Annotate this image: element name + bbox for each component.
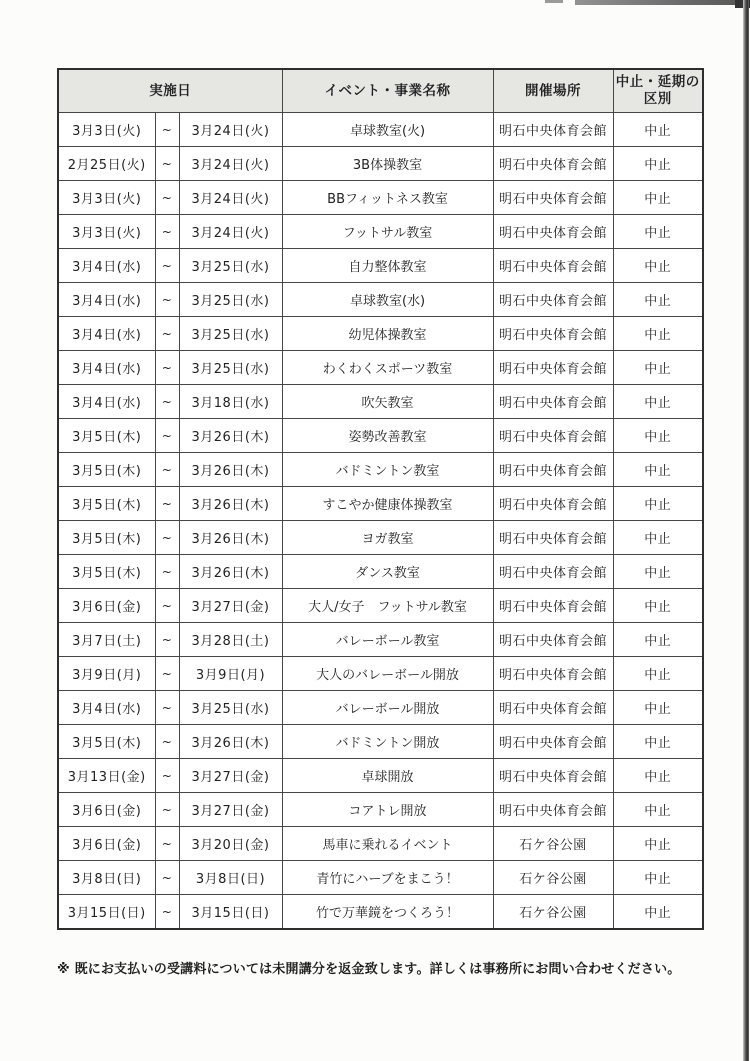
table-row xyxy=(58,317,703,351)
date-range-tilde: ~ xyxy=(155,453,179,487)
status-cell: 中止 xyxy=(613,385,703,419)
start-date-cell: 3月13日(金) xyxy=(58,759,155,793)
event-name-cell: コアトレ開放 xyxy=(282,793,493,827)
start-date-cell: 3月6日(金) xyxy=(58,793,155,827)
venue-cell: 石ケ谷公園 xyxy=(493,895,613,930)
table-row xyxy=(58,215,703,249)
event-name-cell: 大人のバレーボール開放 xyxy=(282,657,493,691)
event-name-cell: バドミントン開放 xyxy=(282,725,493,759)
venue-cell: 明石中央体育会館 xyxy=(493,521,613,555)
table-row xyxy=(58,181,703,215)
end-date-cell: 3月26日(木) xyxy=(179,725,282,759)
status-cell: 中止 xyxy=(613,623,703,657)
venue-cell: 明石中央体育会館 xyxy=(493,147,613,181)
table-row xyxy=(58,419,703,453)
venue-cell: 明石中央体育会館 xyxy=(493,759,613,793)
start-date-cell: 3月9日(月) xyxy=(58,657,155,691)
date-range-tilde: ~ xyxy=(155,215,179,249)
start-date-cell: 3月6日(金) xyxy=(58,827,155,861)
event-name-cell: 卓球教室(火) xyxy=(282,113,493,147)
venue-cell: 石ケ谷公園 xyxy=(493,861,613,895)
end-date-cell: 3月25日(水) xyxy=(179,249,282,283)
end-date-cell: 3月28日(土) xyxy=(179,623,282,657)
table-row xyxy=(58,555,703,589)
status-cell: 中止 xyxy=(613,589,703,623)
venue-cell: 明石中央体育会館 xyxy=(493,215,613,249)
status-cell: 中止 xyxy=(613,249,703,283)
date-range-tilde: ~ xyxy=(155,589,179,623)
date-range-tilde: ~ xyxy=(155,759,179,793)
status-cell: 中止 xyxy=(613,657,703,691)
date-range-tilde: ~ xyxy=(155,725,179,759)
event-name-cell: 姿勢改善教室 xyxy=(282,419,493,453)
table-row xyxy=(58,113,703,147)
venue-cell: 明石中央体育会館 xyxy=(493,181,613,215)
table-row xyxy=(58,895,703,930)
table-row xyxy=(58,623,703,657)
start-date-cell: 3月5日(木) xyxy=(58,453,155,487)
status-cell: 中止 xyxy=(613,147,703,181)
refund-note: ※ 既にお支払いの受講料については未開講分を返金致します。詳しくは事務所にお問い合わせください。 xyxy=(57,962,681,977)
status-cell: 中止 xyxy=(613,725,703,759)
end-date-cell: 3月20日(金) xyxy=(179,827,282,861)
start-date-cell: 3月5日(木) xyxy=(58,521,155,555)
event-name-cell: フットサル教室 xyxy=(282,215,493,249)
end-date-cell: 3月27日(金) xyxy=(179,589,282,623)
start-date-cell: 3月8日(日) xyxy=(58,861,155,895)
venue-cell: 明石中央体育会館 xyxy=(493,385,613,419)
event-name-cell: 大人/女子 フットサル教室 xyxy=(282,589,493,623)
event-name-cell: バドミントン教室 xyxy=(282,453,493,487)
status-cell: 中止 xyxy=(613,487,703,521)
end-date-cell: 3月9日(月) xyxy=(179,657,282,691)
end-date-cell: 3月8日(日) xyxy=(179,861,282,895)
start-date-cell: 3月4日(水) xyxy=(58,249,155,283)
status-cell: 中止 xyxy=(613,827,703,861)
end-date-cell: 3月27日(金) xyxy=(179,759,282,793)
table-row xyxy=(58,453,703,487)
event-name-cell: 卓球開放 xyxy=(282,759,493,793)
start-date-cell: 3月7日(土) xyxy=(58,623,155,657)
event-name-cell: 幼児体操教室 xyxy=(282,317,493,351)
table-row xyxy=(58,147,703,181)
end-date-cell: 3月26日(木) xyxy=(179,419,282,453)
venue-cell: 明石中央体育会館 xyxy=(493,419,613,453)
status-cell: 中止 xyxy=(613,895,703,930)
status-cell: 中止 xyxy=(613,691,703,725)
date-range-tilde: ~ xyxy=(155,317,179,351)
date-range-tilde: ~ xyxy=(155,521,179,555)
start-date-cell: 3月5日(木) xyxy=(58,419,155,453)
end-date-cell: 3月25日(水) xyxy=(179,317,282,351)
table-header-row xyxy=(58,69,703,113)
date-range-tilde: ~ xyxy=(155,861,179,895)
venue-cell: 明石中央体育会館 xyxy=(493,351,613,385)
start-date-cell: 3月4日(水) xyxy=(58,351,155,385)
end-date-cell: 3月25日(水) xyxy=(179,351,282,385)
event-name-cell: わくわくスポーツ教室 xyxy=(282,351,493,385)
event-name-cell: 馬車に乗れるイベント xyxy=(282,827,493,861)
table-row xyxy=(58,759,703,793)
date-range-tilde: ~ xyxy=(155,895,179,930)
start-date-cell: 2月25日(火) xyxy=(58,147,155,181)
venue-cell: 明石中央体育会館 xyxy=(493,589,613,623)
end-date-cell: 3月25日(水) xyxy=(179,283,282,317)
table-row xyxy=(58,487,703,521)
date-range-tilde: ~ xyxy=(155,793,179,827)
status-cell: 中止 xyxy=(613,351,703,385)
event-name-cell: BBフィットネス教室 xyxy=(282,181,493,215)
event-name-cell: 青竹にハーブをまこう！ xyxy=(282,861,493,895)
start-date-cell: 3月4日(水) xyxy=(58,317,155,351)
header-venue: 開催場所 xyxy=(493,69,613,113)
start-date-cell: 3月5日(木) xyxy=(58,725,155,759)
event-name-cell: ダンス教室 xyxy=(282,555,493,589)
venue-cell: 明石中央体育会館 xyxy=(493,725,613,759)
date-range-tilde: ~ xyxy=(155,691,179,725)
end-date-cell: 3月24日(火) xyxy=(179,147,282,181)
status-cell: 中止 xyxy=(613,419,703,453)
table-row xyxy=(58,521,703,555)
date-range-tilde: ~ xyxy=(155,419,179,453)
end-date-cell: 3月26日(木) xyxy=(179,487,282,521)
event-name-cell: 卓球教室(水) xyxy=(282,283,493,317)
date-range-tilde: ~ xyxy=(155,827,179,861)
status-cell: 中止 xyxy=(613,317,703,351)
header-event-name: イベント・事業名称 xyxy=(282,69,493,113)
date-range-tilde: ~ xyxy=(155,385,179,419)
start-date-cell: 3月15日(日) xyxy=(58,895,155,930)
scan-artifact-top-band xyxy=(575,0,750,5)
end-date-cell: 3月26日(木) xyxy=(179,453,282,487)
start-date-cell: 3月4日(水) xyxy=(58,283,155,317)
table-row xyxy=(58,283,703,317)
date-range-tilde: ~ xyxy=(155,249,179,283)
venue-cell: 明石中央体育会館 xyxy=(493,487,613,521)
date-range-tilde: ~ xyxy=(155,657,179,691)
event-name-cell: 3B体操教室 xyxy=(282,147,493,181)
venue-cell: 明石中央体育会館 xyxy=(493,623,613,657)
start-date-cell: 3月4日(水) xyxy=(58,385,155,419)
status-cell: 中止 xyxy=(613,555,703,589)
end-date-cell: 3月24日(火) xyxy=(179,181,282,215)
start-date-cell: 3月5日(木) xyxy=(58,487,155,521)
table-row xyxy=(58,725,703,759)
table-row xyxy=(58,385,703,419)
venue-cell: 明石中央体育会館 xyxy=(493,453,613,487)
table-row xyxy=(58,249,703,283)
start-date-cell: 3月6日(金) xyxy=(58,589,155,623)
date-range-tilde: ~ xyxy=(155,555,179,589)
event-name-cell: 自力整体教室 xyxy=(282,249,493,283)
status-cell: 中止 xyxy=(613,793,703,827)
venue-cell: 明石中央体育会館 xyxy=(493,249,613,283)
start-date-cell: 3月5日(木) xyxy=(58,555,155,589)
table-row xyxy=(58,827,703,861)
date-range-tilde: ~ xyxy=(155,181,179,215)
venue-cell: 石ケ谷公園 xyxy=(493,827,613,861)
end-date-cell: 3月18日(水) xyxy=(179,385,282,419)
header-date-range: 実施日 xyxy=(58,69,282,113)
table-row xyxy=(58,793,703,827)
event-name-cell: バレーボール開放 xyxy=(282,691,493,725)
venue-cell: 明石中央体育会館 xyxy=(493,657,613,691)
venue-cell: 明石中央体育会館 xyxy=(493,113,613,147)
status-cell: 中止 xyxy=(613,215,703,249)
event-cancellation-table xyxy=(57,68,704,930)
end-date-cell: 3月25日(水) xyxy=(179,691,282,725)
start-date-cell: 3月3日(火) xyxy=(58,113,155,147)
end-date-cell: 3月26日(木) xyxy=(179,521,282,555)
status-cell: 中止 xyxy=(613,283,703,317)
date-range-tilde: ~ xyxy=(155,487,179,521)
scan-artifact-top-dash xyxy=(545,0,563,3)
start-date-cell: 3月3日(火) xyxy=(58,181,155,215)
date-range-tilde: ~ xyxy=(155,283,179,317)
end-date-cell: 3月24日(火) xyxy=(179,113,282,147)
event-name-cell: 吹矢教室 xyxy=(282,385,493,419)
venue-cell: 明石中央体育会館 xyxy=(493,317,613,351)
table-row xyxy=(58,589,703,623)
date-range-tilde: ~ xyxy=(155,147,179,181)
table-row xyxy=(58,351,703,385)
header-status: 中止・延期の区別 xyxy=(613,69,703,113)
end-date-cell: 3月26日(木) xyxy=(179,555,282,589)
status-cell: 中止 xyxy=(613,453,703,487)
event-name-cell: バレーボール教室 xyxy=(282,623,493,657)
event-name-cell: ヨガ教室 xyxy=(282,521,493,555)
end-date-cell: 3月15日(日) xyxy=(179,895,282,930)
venue-cell: 明石中央体育会館 xyxy=(493,691,613,725)
venue-cell: 明石中央体育会館 xyxy=(493,555,613,589)
start-date-cell: 3月4日(水) xyxy=(58,691,155,725)
table-row xyxy=(58,691,703,725)
date-range-tilde: ~ xyxy=(155,113,179,147)
status-cell: 中止 xyxy=(613,521,703,555)
venue-cell: 明石中央体育会館 xyxy=(493,283,613,317)
table-row xyxy=(58,861,703,895)
table-body xyxy=(58,113,703,930)
venue-cell: 明石中央体育会館 xyxy=(493,793,613,827)
status-cell: 中止 xyxy=(613,181,703,215)
event-name-cell: すこやか健康体操教室 xyxy=(282,487,493,521)
end-date-cell: 3月27日(金) xyxy=(179,793,282,827)
scan-artifact-right-edge xyxy=(743,0,749,1061)
date-range-tilde: ~ xyxy=(155,623,179,657)
event-name-cell: 竹で万華鏡をつくろう！ xyxy=(282,895,493,930)
status-cell: 中止 xyxy=(613,759,703,793)
status-cell: 中止 xyxy=(613,861,703,895)
start-date-cell: 3月3日(火) xyxy=(58,215,155,249)
status-cell: 中止 xyxy=(613,113,703,147)
table-row xyxy=(58,657,703,691)
date-range-tilde: ~ xyxy=(155,351,179,385)
end-date-cell: 3月24日(火) xyxy=(179,215,282,249)
